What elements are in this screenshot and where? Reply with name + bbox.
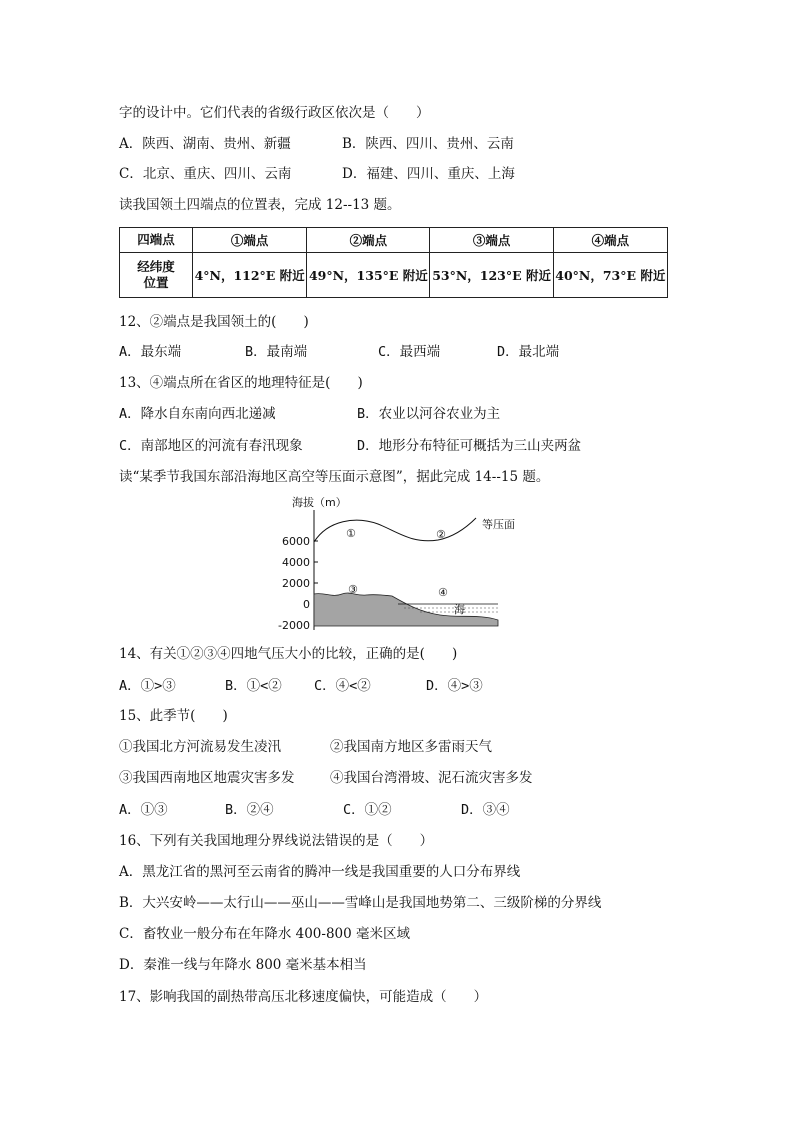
q13-option-d: D．地形分布特征可概括为三山夹两盆 — [357, 438, 582, 454]
q12-option-b: B．最南端 — [245, 344, 308, 360]
q11-option-c: C．北京、重庆、四川、云南 — [119, 166, 292, 182]
q15-option-d: D．③④ — [461, 802, 510, 818]
land-profile — [314, 593, 498, 626]
q12-option-c: C．最西端 — [378, 344, 441, 360]
q13-option-a: A．降水自东南向西北递减 — [119, 406, 276, 422]
q13-option-b: B．农业以河谷农业为主 — [357, 406, 501, 422]
row-label-line-1: 经纬度 — [137, 259, 175, 274]
q13-option-c: C．南部地区的河流有春汛现象 — [119, 438, 303, 454]
tick-label: 2000 — [282, 577, 310, 590]
q15-option-b: B．②④ — [225, 802, 274, 818]
isobaric-surface-curve — [314, 518, 476, 542]
q17-stem: 17、影响我国的副热带高压北移速度偏快，可能造成（ ） — [119, 989, 488, 1005]
isobar-label: 等压面 — [482, 518, 515, 531]
q12-stem: 12、②端点是我国领土的( ) — [119, 314, 309, 330]
isobar-diagram — [270, 492, 515, 634]
q12-option-a: A．最东端 — [119, 344, 182, 360]
table-header-cell: ③端点 — [430, 228, 553, 253]
q15-statement-4: ④我国台湾滑坡、泥石流灾害多发 — [330, 770, 533, 786]
q12-option-d: D．最北端 — [497, 344, 560, 360]
table-header-cell: 四端点 — [120, 228, 193, 253]
tick-label: 4000 — [282, 556, 310, 569]
q16-stem: 16、下列有关我国地理分界线说法错误的是（ ） — [119, 833, 434, 849]
y-axis-label: 海拔（m） — [292, 496, 347, 509]
intro-14-15: 读“某季节我国东部沿海地区高空等压面示意图”，据此完成 14--15 题。 — [119, 469, 550, 485]
table-header-row — [120, 228, 668, 253]
intro-12-13: 读我国领土四端点的位置表，完成 12--13 题。 — [119, 197, 401, 213]
q16-option-d: D．秦淮一线与年降水 800 毫米基本相当 — [119, 957, 367, 973]
q14-stem: 14、有关①②③④四地气压大小的比较，正确的是( ) — [119, 646, 458, 662]
tick-label: -2000 — [278, 619, 310, 632]
q15-option-a: A．①③ — [119, 802, 168, 818]
table-cell: 49°N，135°E 附近 — [307, 253, 430, 298]
table-cell: 40°N，73°E 附近 — [553, 253, 667, 298]
row-label-line-2: 位置 — [143, 275, 169, 290]
q14-option-c: C．④<② — [314, 678, 371, 694]
q15-statement-3: ③我国西南地区地震灾害多发 — [119, 770, 295, 786]
table-header-cell: ④端点 — [553, 228, 667, 253]
point-4-label: ④ — [438, 586, 448, 599]
tick-label: 6000 — [282, 535, 310, 548]
table-row — [120, 253, 668, 298]
table-cell: 4°N，112°E 附近 — [193, 253, 307, 298]
tick-label: 0 — [303, 598, 310, 611]
q11-option-b: B．陕西、四川、贵州、云南 — [342, 136, 514, 152]
point-1-label: ① — [346, 527, 356, 540]
point-3-label: ③ — [348, 583, 358, 596]
q16-option-a: A．黑龙江省的黑河至云南省的腾冲一线是我国重要的人口分布界线 — [119, 864, 521, 880]
q15-stem: 15、此季节( ) — [119, 708, 228, 724]
q15-statement-1: ①我国北方河流易发生凌汛 — [119, 739, 281, 755]
q11-option-d: D．福建、四川、重庆、上海 — [342, 166, 515, 182]
q11-stem: 字的设计中。它们代表的省级行政区依次是（ ） — [119, 105, 430, 121]
extreme-points-table — [119, 227, 668, 298]
q14-option-b: B．①<② — [225, 678, 282, 694]
q14-option-d: D．④>③ — [426, 678, 483, 694]
table-cell: 53°N，123°E 附近 — [430, 253, 553, 298]
q11-option-a: A．陕西、湖南、贵州、新疆 — [119, 136, 291, 152]
q16-option-c: C．畜牧业一般分布在年降水 400-800 毫米区域 — [119, 926, 411, 942]
table-header-cell: ②端点 — [307, 228, 430, 253]
q15-statement-2: ②我国南方地区多雷雨天气 — [330, 739, 492, 755]
point-2-label: ② — [436, 528, 446, 541]
q16-option-b: B．大兴安岭——太行山——巫山——雪峰山是我国地势第二、三级阶梯的分界线 — [119, 895, 602, 911]
table-header-cell: ①端点 — [193, 228, 307, 253]
row-label-cell — [120, 253, 193, 298]
sea-label: 海 — [454, 603, 465, 616]
q13-stem: 13、④端点所在省区的地理特征是( ) — [119, 375, 363, 391]
q14-option-a: A．①>③ — [119, 678, 176, 694]
q15-option-c: C．①② — [343, 802, 392, 818]
